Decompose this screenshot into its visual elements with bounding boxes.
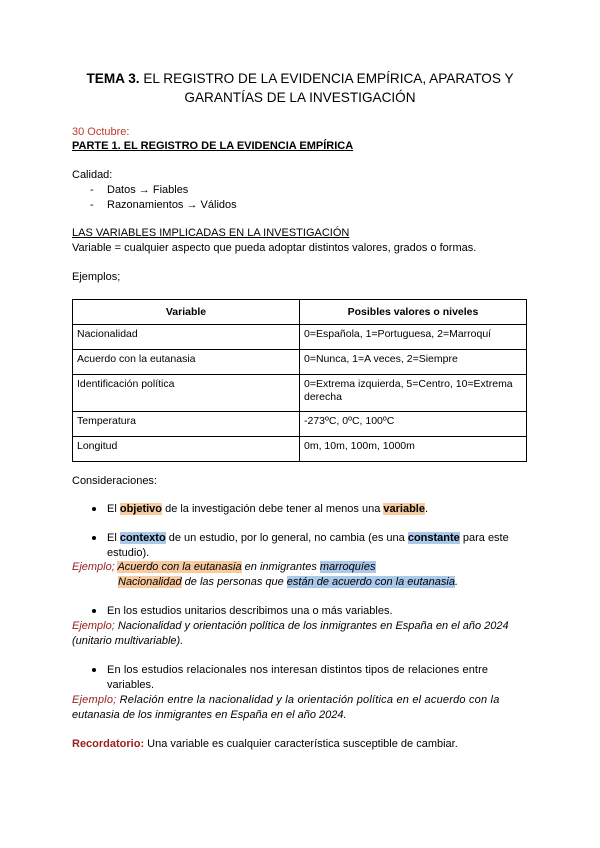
recordatorio xyxy=(72,737,458,751)
bullet-3: En los estudios unitarios describimos una o más variables. xyxy=(107,605,393,617)
table-row xyxy=(73,437,527,462)
ejemplo-1-text: . xyxy=(454,576,459,588)
ejemplos-label: Ejemplos; xyxy=(72,271,121,283)
bullet-4-line1: En los estudios relacionales nos interesan distintos tipos de relaciones entre xyxy=(107,664,489,676)
variables-heading: LAS VARIABLES IMPLICADAS EN LA INVESTIGACIÓN xyxy=(72,227,350,239)
table-cell: Temperatura xyxy=(73,412,300,437)
ejemplo-1-text: en inmigrantes xyxy=(241,561,320,573)
table-cell: 0=Española, 1=Portuguesa, 2=Marroquí xyxy=(300,325,527,350)
ejemplo-1-line1 xyxy=(72,560,376,574)
bullet-dot-icon xyxy=(92,507,96,511)
table-cell: Longitud xyxy=(73,437,300,462)
bullet-2-text: para este xyxy=(459,532,509,544)
ejemplo-3-text: Relación entre la nacionalidad y la orientación política en el acuerdo con la xyxy=(116,694,500,706)
highlight-marroquies: marroquíes xyxy=(319,561,376,573)
table-row xyxy=(73,412,527,437)
highlight-estan-de-acuerdo: están de acuerdo con la eutanasia xyxy=(286,576,455,588)
recordatorio-text: Una variable es cualquier característica susceptible de cambiar. xyxy=(144,738,458,750)
table-cell: Nacionalidad xyxy=(73,325,300,350)
highlight-constante: constante xyxy=(407,532,460,544)
table-cell: 0m, 10m, 100m, 1000m xyxy=(300,437,527,462)
bullet-1-text: . xyxy=(424,503,429,515)
bullet-dot-icon xyxy=(92,536,96,540)
highlight-objetivo: objetivo xyxy=(119,503,163,515)
table-cell: Identificación política xyxy=(73,375,300,412)
bullet-dot-icon xyxy=(92,609,96,613)
table-row xyxy=(73,325,527,350)
ejemplo-label: Ejemplo; xyxy=(72,561,115,573)
highlight-variable: variable xyxy=(383,503,425,515)
table-cell: 0=Nunca, 1=A veces, 2=Siempre xyxy=(300,350,527,375)
table-header-valores: Posibles valores o niveles xyxy=(300,300,527,325)
bullet-2-text: de un estudio, por lo general, no cambia (es una xyxy=(165,532,408,544)
title-rest: EL REGISTRO DE LA EVIDENCIA EMPÍRICA, APARATOS Y GARANTÍAS DE LA INVESTIGACIÓN xyxy=(139,71,514,105)
variable-definition: Variable = cualquier aspecto que pueda adoptar distintos valores, grados o formas. xyxy=(72,242,477,254)
table-cell: -273ºC, 0ºC, 100ºC xyxy=(300,412,527,437)
ejemplo-2-line1 xyxy=(72,619,509,633)
date-label: 30 Octubre: xyxy=(72,126,130,138)
ejemplo-label: Ejemplo; xyxy=(72,694,117,706)
bullet-1 xyxy=(107,502,428,516)
calidad-label: Calidad: xyxy=(72,169,113,181)
bullet-1-text: de la investigación debe tener al menos una xyxy=(162,503,384,515)
ejemplo-3-line2: eutanasia de los inmigrantes en España en el año 2024. xyxy=(72,709,347,721)
part-heading: PARTE 1. EL REGISTRO DE LA EVIDENCIA EMPÍRICA xyxy=(72,140,354,152)
table-header-row xyxy=(73,300,527,325)
table-row xyxy=(73,375,527,412)
calidad-dash-2: - xyxy=(90,199,94,211)
table-cell: Acuerdo con la eutanasia xyxy=(73,350,300,375)
calidad-item-2: Razonamientos → Válidos xyxy=(107,199,237,211)
bullet-dot-icon xyxy=(92,668,96,672)
ejemplo-2-text: Nacionalidad y orientación política de los inmigrantes en España en el año 2024 xyxy=(114,620,509,632)
bullet-1-text: El xyxy=(107,503,120,515)
consideraciones-label: Consideraciones: xyxy=(72,475,157,487)
calidad-dash-1: - xyxy=(90,184,94,196)
variables-table xyxy=(72,299,527,462)
ejemplo-2-line2: (unitario multivariable). xyxy=(72,635,184,647)
bullet-4-line2: variables. xyxy=(107,679,155,691)
highlight-nacionalidad: Nacionalidad xyxy=(118,576,182,588)
table-header-variable: Variable xyxy=(73,300,300,325)
table-row xyxy=(73,350,527,375)
highlight-contexto: contexto xyxy=(119,532,166,544)
recordatorio-label: Recordatorio: xyxy=(72,738,145,750)
bullet-2-line2: estudio). xyxy=(107,547,150,559)
bullet-2 xyxy=(107,531,509,545)
ejemplo-label: Ejemplo; xyxy=(72,620,115,632)
table-cell: 0=Extrema izquierda, 5=Centro, 10=Extrema derecha xyxy=(300,375,527,412)
bullet-2-text: El xyxy=(107,532,120,544)
page-title xyxy=(60,69,540,107)
title-bold: TEMA 3. xyxy=(86,71,140,86)
calidad-item-1: Datos → Fiables xyxy=(107,184,189,196)
ejemplo-1-text: de las personas que xyxy=(181,576,287,588)
highlight-acuerdo: Acuerdo con la eutanasia xyxy=(117,561,242,573)
ejemplo-3-line1 xyxy=(72,693,500,707)
ejemplo-1-line2 xyxy=(118,575,458,589)
